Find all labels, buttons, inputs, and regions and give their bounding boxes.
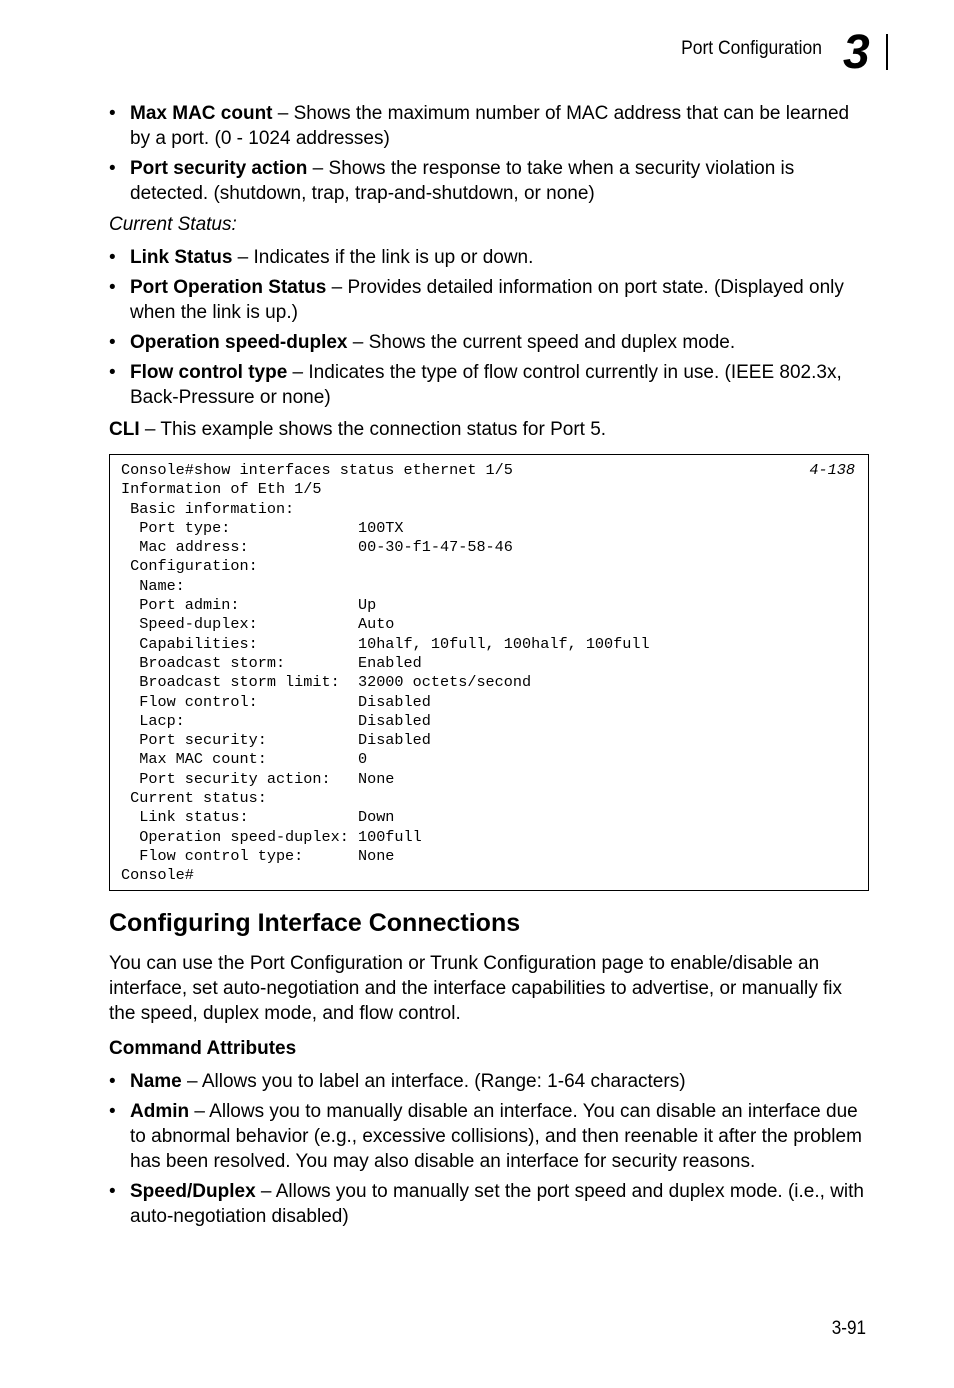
list-item-text: – Provides detailed information on port state. (Displayed only when the link is up.): [130, 277, 844, 323]
list-item: [109, 1099, 869, 1174]
code-line: Port type: 100TX: [121, 518, 404, 537]
code-line: Flow control: Disabled: [121, 692, 431, 711]
code-line: Flow control type: None: [121, 846, 395, 865]
code-line: Broadcast storm: Enabled: [121, 653, 422, 672]
code-line: Port admin: Up: [121, 596, 377, 615]
list-item-text: – Allows you to manually set the port speed and duplex mode. (i.e., with auto-negotiation disabled): [130, 1180, 864, 1227]
code-line: Lacp: Disabled: [121, 711, 431, 730]
section-intro: You can use the Port Configuration or Trunk Configuration page to enable/disable an interface, set auto-negotiation and the interface capabilities to advertise, or manually fix the speed, duplex mode, and flow control.: [109, 952, 842, 1024]
list-item-text: – Allows you to manually disable an interface. You can disable an interface due to abnormal behavior (e.g., excessive collisions), and then reenable it after the problem has been resolved. You may also disable an interface for security reasons.: [130, 1100, 862, 1172]
list-item-term: Speed/Duplex: [130, 1180, 256, 1202]
list-item-term: Operation speed-duplex: [130, 332, 348, 353]
code-line: Information of Eth 1/5: [121, 480, 322, 499]
list-item-term: Link Status: [130, 247, 233, 268]
list-item: [109, 101, 869, 151]
code-reference: 4-138: [809, 461, 855, 479]
list-item: [109, 275, 869, 325]
code-line: Port security action: None: [121, 769, 395, 788]
chapter-divider: [886, 34, 888, 70]
code-line: Max MAC count: 0: [121, 750, 368, 769]
cli-text: – This example shows the connection status for Port 5.: [139, 419, 607, 440]
code-line: Current status:: [121, 789, 267, 808]
list-item-term: Name: [130, 1070, 182, 1092]
list-item-text: – Shows the maximum number of MAC address that can be learned by a port. (0 - 1024 addresses): [130, 103, 850, 149]
list-item: [109, 1069, 869, 1094]
list-item: [109, 360, 869, 410]
code-line: Console#: [121, 866, 194, 885]
chapter-number: 3: [843, 26, 870, 79]
list-item-term: Admin: [130, 1100, 190, 1122]
list-item-text: – Shows the current speed and duplex mode.: [347, 332, 736, 353]
code-line: Console#show interfaces status ethernet 1/5: [121, 461, 513, 479]
cli-description: [109, 417, 869, 442]
code-line: Configuration:: [121, 557, 258, 576]
list-item-text: – Indicates if the link is up or down.: [232, 247, 534, 268]
list-item-term: Flow control type: [130, 362, 288, 383]
code-line: Capabilities: 10half, 10full, 100half, 100full: [121, 634, 650, 653]
page-content: [109, 101, 869, 1234]
running-header-title: Port Configuration: [681, 38, 822, 59]
code-line: Link status: Down: [121, 808, 395, 827]
cli-term: CLI: [109, 419, 140, 440]
code-line: Basic information:: [121, 499, 295, 518]
command-attributes-heading: Command Attributes: [109, 1037, 297, 1059]
list-item-text: – Indicates the type of flow control currently in use. (IEEE 802.3x, Back-Pressure or none): [130, 362, 842, 408]
list-item: [109, 156, 869, 206]
current-status-label: Current Status:: [109, 214, 237, 235]
code-line: Mac address: 00-30-f1-47-58-46: [121, 538, 513, 557]
list-item-term: Max MAC count: [130, 103, 273, 124]
list-item-text: – Shows the response to take when a security violation is detected. (shutdown, trap, trap-and-shutdown, or none): [130, 158, 795, 204]
list-item-text: – Allows you to label an interface. (Range: 1-64 characters): [181, 1070, 686, 1092]
section-heading: Configuring Interface Connections: [109, 908, 521, 937]
list-item: [109, 1179, 869, 1229]
list-item-term: Port security action: [130, 158, 308, 179]
code-line: Speed-duplex: Auto: [121, 615, 395, 634]
code-line: Name:: [121, 576, 185, 595]
code-line: Broadcast storm limit: 32000 octets/second: [121, 673, 532, 692]
list-item: [109, 330, 869, 355]
list-item-term: Port Operation Status: [130, 277, 327, 298]
list-item: [109, 245, 869, 270]
cli-code-block: [109, 454, 869, 891]
page-number: 3-91: [831, 1318, 866, 1339]
code-line: Operation speed-duplex: 100full: [121, 827, 422, 846]
code-line: Port security: Disabled: [121, 731, 431, 750]
